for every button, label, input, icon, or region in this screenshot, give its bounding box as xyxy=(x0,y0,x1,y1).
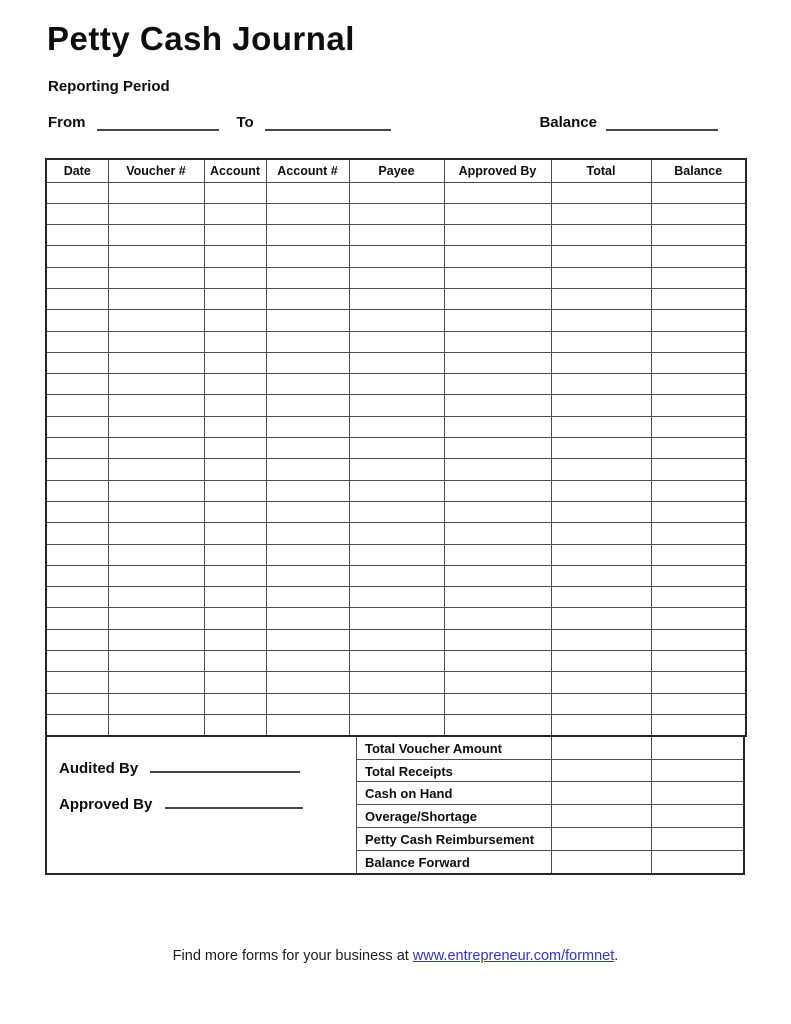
journal-cell[interactable] xyxy=(444,395,551,416)
journal-cell[interactable] xyxy=(551,565,651,586)
journal-cell[interactable] xyxy=(551,480,651,501)
journal-cell[interactable] xyxy=(651,544,746,565)
journal-cell[interactable] xyxy=(349,267,444,288)
journal-cell[interactable] xyxy=(108,395,204,416)
journal-cell[interactable] xyxy=(204,246,266,267)
journal-cell[interactable] xyxy=(551,182,651,203)
summary-total-cell[interactable] xyxy=(552,805,652,827)
journal-cell[interactable] xyxy=(266,395,349,416)
journal-cell[interactable] xyxy=(204,352,266,373)
journal-empty-row xyxy=(46,310,746,331)
journal-cell[interactable] xyxy=(266,246,349,267)
journal-cell[interactable] xyxy=(444,587,551,608)
journal-cell[interactable] xyxy=(108,693,204,714)
journal-cell[interactable] xyxy=(266,225,349,246)
journal-cell[interactable] xyxy=(108,331,204,352)
journal-cell[interactable] xyxy=(266,459,349,480)
journal-cell[interactable] xyxy=(349,714,444,735)
journal-cell[interactable] xyxy=(444,374,551,395)
journal-cell[interactable] xyxy=(444,310,551,331)
journal-cell[interactable] xyxy=(108,267,204,288)
from-label: From xyxy=(48,114,86,131)
summary-total-cell[interactable] xyxy=(552,828,652,850)
journal-cell[interactable] xyxy=(551,267,651,288)
audited-by-label: Audited By xyxy=(59,759,139,777)
journal-cell[interactable] xyxy=(204,331,266,352)
footer-period: . xyxy=(614,948,619,964)
summary-balance-cell[interactable] xyxy=(652,805,743,827)
journal-cell[interactable] xyxy=(651,182,746,203)
journal-cell[interactable] xyxy=(551,587,651,608)
journal-cell[interactable] xyxy=(46,523,108,544)
summary-total-cell[interactable] xyxy=(552,760,652,782)
journal-cell[interactable] xyxy=(266,672,349,693)
footer-link[interactable]: www.entrepreneur.com/formnet xyxy=(412,948,615,964)
journal-cell[interactable] xyxy=(266,374,349,395)
journal-cell[interactable] xyxy=(204,565,266,586)
journal-empty-row xyxy=(46,714,746,735)
journal-cell[interactable] xyxy=(551,352,651,373)
summary-label: Petty Cash Reimbursement xyxy=(357,828,552,850)
journal-cell[interactable] xyxy=(204,693,266,714)
journal-cell[interactable] xyxy=(204,714,266,735)
journal-header-row xyxy=(46,159,746,182)
journal-cell[interactable] xyxy=(108,629,204,650)
summary-label: Balance Forward xyxy=(357,851,552,873)
journal-cell[interactable] xyxy=(349,225,444,246)
journal-cell[interactable] xyxy=(551,438,651,459)
journal-cell[interactable] xyxy=(108,523,204,544)
journal-cell[interactable] xyxy=(444,523,551,544)
journal-cell[interactable] xyxy=(444,693,551,714)
journal-empty-row xyxy=(46,182,746,203)
journal-cell[interactable] xyxy=(204,587,266,608)
reporting-period-label: Reporting Period xyxy=(48,78,170,95)
journal-cell[interactable] xyxy=(266,288,349,309)
balance-label: Balance xyxy=(539,114,597,131)
journal-cell[interactable] xyxy=(444,438,551,459)
journal-cell[interactable] xyxy=(349,608,444,629)
journal-cell[interactable] xyxy=(204,651,266,672)
journal-cell[interactable] xyxy=(444,629,551,650)
journal-cell[interactable] xyxy=(108,480,204,501)
journal-cell[interactable] xyxy=(46,459,108,480)
journal-cell[interactable] xyxy=(204,438,266,459)
journal-cell[interactable] xyxy=(108,672,204,693)
journal-cell[interactable] xyxy=(46,182,108,203)
journal-cell[interactable] xyxy=(46,267,108,288)
journal-cell[interactable] xyxy=(551,331,651,352)
journal-cell[interactable] xyxy=(108,246,204,267)
journal-cell[interactable] xyxy=(349,331,444,352)
journal-empty-row xyxy=(46,288,746,309)
journal-cell[interactable] xyxy=(651,246,746,267)
journal-empty-row xyxy=(46,267,746,288)
to-label: To xyxy=(236,114,254,131)
journal-cell[interactable] xyxy=(444,331,551,352)
journal-cell[interactable] xyxy=(46,629,108,650)
journal-cell[interactable] xyxy=(266,352,349,373)
journal-cell[interactable] xyxy=(444,267,551,288)
journal-cell[interactable] xyxy=(204,523,266,544)
journal-empty-row xyxy=(46,459,746,480)
journal-cell[interactable] xyxy=(651,416,746,437)
journal-cell[interactable] xyxy=(651,374,746,395)
journal-cell[interactable] xyxy=(551,672,651,693)
journal-cell[interactable] xyxy=(108,182,204,203)
journal-cell[interactable] xyxy=(444,225,551,246)
journal-cell[interactable] xyxy=(266,310,349,331)
journal-cell[interactable] xyxy=(551,310,651,331)
summary-balance-cell[interactable] xyxy=(652,851,743,873)
journal-empty-row xyxy=(46,374,746,395)
journal-cell[interactable] xyxy=(204,395,266,416)
journal-cell[interactable] xyxy=(46,310,108,331)
journal-empty-row xyxy=(46,203,746,224)
journal-table-body xyxy=(46,182,746,736)
journal-cell[interactable] xyxy=(266,714,349,735)
journal-cell[interactable] xyxy=(108,714,204,735)
journal-cell[interactable] xyxy=(551,629,651,650)
journal-cell[interactable] xyxy=(204,672,266,693)
journal-cell[interactable] xyxy=(266,416,349,437)
journal-cell[interactable] xyxy=(651,225,746,246)
journal-cell[interactable] xyxy=(651,608,746,629)
journal-cell[interactable] xyxy=(266,182,349,203)
journal-cell[interactable] xyxy=(349,352,444,373)
journal-cell[interactable] xyxy=(349,544,444,565)
journal-cell[interactable] xyxy=(349,182,444,203)
summary-balance-cell[interactable] xyxy=(652,760,743,782)
journal-cell[interactable] xyxy=(266,608,349,629)
journal-cell[interactable] xyxy=(349,374,444,395)
journal-cell[interactable] xyxy=(444,203,551,224)
journal-cell[interactable] xyxy=(651,352,746,373)
journal-cell[interactable] xyxy=(108,565,204,586)
journal-cell[interactable] xyxy=(551,459,651,480)
journal-cell[interactable] xyxy=(551,203,651,224)
journal-cell[interactable] xyxy=(551,225,651,246)
journal-cell[interactable] xyxy=(651,310,746,331)
journal-cell[interactable] xyxy=(444,480,551,501)
journal-cell[interactable] xyxy=(349,416,444,437)
journal-cell[interactable] xyxy=(108,310,204,331)
journal-cell[interactable] xyxy=(551,544,651,565)
journal-cell[interactable] xyxy=(46,416,108,437)
journal-empty-row xyxy=(46,331,746,352)
journal-cell[interactable] xyxy=(349,693,444,714)
journal-cell[interactable] xyxy=(651,331,746,352)
to-input-line[interactable] xyxy=(265,114,391,131)
journal-cell[interactable] xyxy=(46,438,108,459)
journal-cell[interactable] xyxy=(651,651,746,672)
journal-cell[interactable] xyxy=(551,608,651,629)
journal-cell[interactable] xyxy=(551,693,651,714)
journal-cell[interactable] xyxy=(204,629,266,650)
journal-empty-row xyxy=(46,501,746,522)
journal-cell[interactable] xyxy=(266,651,349,672)
journal-cell[interactable] xyxy=(444,288,551,309)
journal-empty-row xyxy=(46,225,746,246)
journal-cell[interactable] xyxy=(108,501,204,522)
journal-cell[interactable] xyxy=(651,395,746,416)
journal-empty-row xyxy=(46,523,746,544)
journal-cell[interactable] xyxy=(46,544,108,565)
journal-cell[interactable] xyxy=(204,501,266,522)
journal-cell[interactable] xyxy=(266,629,349,650)
journal-cell[interactable] xyxy=(204,544,266,565)
journal-empty-row xyxy=(46,246,746,267)
summary-total-cell[interactable] xyxy=(552,851,652,873)
journal-cell[interactable] xyxy=(46,651,108,672)
journal-cell[interactable] xyxy=(444,608,551,629)
summary-row-total-voucher-amount xyxy=(357,737,743,760)
journal-cell[interactable] xyxy=(444,714,551,735)
approved-by-input-line[interactable] xyxy=(165,792,303,809)
journal-cell[interactable] xyxy=(266,693,349,714)
journal-cell[interactable] xyxy=(444,672,551,693)
col-header-voucher-number: Voucher # xyxy=(108,159,204,182)
summary-label: Total Voucher Amount xyxy=(357,737,552,759)
journal-cell[interactable] xyxy=(651,501,746,522)
journal-cell[interactable] xyxy=(349,310,444,331)
journal-cell[interactable] xyxy=(349,288,444,309)
journal-cell[interactable] xyxy=(551,523,651,544)
journal-cell[interactable] xyxy=(108,203,204,224)
journal-cell[interactable] xyxy=(444,544,551,565)
journal-empty-row xyxy=(46,629,746,650)
journal-cell[interactable] xyxy=(108,587,204,608)
from-input-line[interactable] xyxy=(97,114,219,131)
journal-cell[interactable] xyxy=(46,395,108,416)
journal-empty-row xyxy=(46,395,746,416)
journal-cell[interactable] xyxy=(46,587,108,608)
journal-cell[interactable] xyxy=(266,203,349,224)
journal-empty-row xyxy=(46,608,746,629)
journal-cell[interactable] xyxy=(108,438,204,459)
journal-cell[interactable] xyxy=(349,651,444,672)
journal-cell[interactable] xyxy=(444,501,551,522)
journal-cell[interactable] xyxy=(551,714,651,735)
journal-cell[interactable] xyxy=(46,288,108,309)
approved-by-label: Approved By xyxy=(59,795,153,813)
journal-cell[interactable] xyxy=(204,374,266,395)
journal-cell[interactable] xyxy=(108,459,204,480)
summary-balance-cell[interactable] xyxy=(652,737,743,759)
audited-by-input-line[interactable] xyxy=(150,756,300,773)
journal-cell[interactable] xyxy=(551,374,651,395)
summary-row-petty-cash-reimbursement xyxy=(357,828,743,851)
journal-cell[interactable] xyxy=(551,501,651,522)
journal-cell[interactable] xyxy=(46,331,108,352)
summary-row-total-receipts xyxy=(357,760,743,783)
journal-cell[interactable] xyxy=(46,501,108,522)
summary-label: Overage/Shortage xyxy=(357,805,552,827)
journal-cell[interactable] xyxy=(266,267,349,288)
journal-cell[interactable] xyxy=(349,395,444,416)
journal-cell[interactable] xyxy=(46,352,108,373)
journal-cell[interactable] xyxy=(266,438,349,459)
journal-cell[interactable] xyxy=(551,288,651,309)
summary-total-cell[interactable] xyxy=(552,737,652,759)
journal-cell[interactable] xyxy=(444,459,551,480)
journal-empty-row xyxy=(46,693,746,714)
journal-empty-row xyxy=(46,587,746,608)
approved-by-row xyxy=(59,792,356,813)
journal-cell[interactable] xyxy=(651,587,746,608)
form-body xyxy=(45,158,745,875)
journal-empty-row xyxy=(46,672,746,693)
col-header-date: Date xyxy=(46,159,108,182)
journal-cell[interactable] xyxy=(46,608,108,629)
balance-group xyxy=(539,114,718,131)
journal-cell[interactable] xyxy=(551,395,651,416)
journal-cell[interactable] xyxy=(349,565,444,586)
journal-cell[interactable] xyxy=(651,714,746,735)
journal-cell[interactable] xyxy=(204,267,266,288)
journal-cell[interactable] xyxy=(349,629,444,650)
journal-empty-row xyxy=(46,438,746,459)
journal-cell[interactable] xyxy=(108,352,204,373)
journal-cell[interactable] xyxy=(444,182,551,203)
journal-cell[interactable] xyxy=(204,225,266,246)
journal-cell[interactable] xyxy=(204,310,266,331)
journal-cell[interactable] xyxy=(651,459,746,480)
journal-cell[interactable] xyxy=(349,480,444,501)
journal-cell[interactable] xyxy=(349,246,444,267)
journal-cell[interactable] xyxy=(651,672,746,693)
journal-cell[interactable] xyxy=(204,203,266,224)
summary-balance-cell[interactable] xyxy=(652,782,743,804)
summary-balance-cell[interactable] xyxy=(652,828,743,850)
journal-cell[interactable] xyxy=(266,587,349,608)
journal-cell[interactable] xyxy=(651,523,746,544)
footer-text: Find more forms for your business at xyxy=(172,948,409,964)
journal-cell[interactable] xyxy=(108,225,204,246)
audited-by-row xyxy=(59,756,356,777)
journal-cell[interactable] xyxy=(46,714,108,735)
page-title: Petty Cash Journal xyxy=(47,20,355,57)
bottom-section xyxy=(45,737,745,875)
journal-cell[interactable] xyxy=(46,565,108,586)
journal-cell[interactable] xyxy=(551,416,651,437)
journal-cell[interactable] xyxy=(444,565,551,586)
journal-cell[interactable] xyxy=(108,608,204,629)
journal-cell[interactable] xyxy=(108,651,204,672)
journal-cell[interactable] xyxy=(349,501,444,522)
journal-cell[interactable] xyxy=(349,587,444,608)
journal-cell[interactable] xyxy=(108,374,204,395)
journal-cell[interactable] xyxy=(46,246,108,267)
journal-cell[interactable] xyxy=(266,480,349,501)
summary-label: Cash on Hand xyxy=(357,782,552,804)
journal-empty-row xyxy=(46,565,746,586)
journal-cell[interactable] xyxy=(651,629,746,650)
journal-cell[interactable] xyxy=(108,416,204,437)
signoff-box xyxy=(47,737,357,873)
journal-cell[interactable] xyxy=(349,203,444,224)
journal-empty-row xyxy=(46,352,746,373)
col-header-balance: Balance xyxy=(651,159,746,182)
journal-cell[interactable] xyxy=(651,203,746,224)
footer xyxy=(0,948,791,964)
journal-cell[interactable] xyxy=(266,565,349,586)
journal-cell[interactable] xyxy=(349,438,444,459)
journal-cell[interactable] xyxy=(204,480,266,501)
journal-cell[interactable] xyxy=(551,246,651,267)
col-header-account: Account xyxy=(204,159,266,182)
journal-cell[interactable] xyxy=(266,523,349,544)
journal-cell[interactable] xyxy=(108,544,204,565)
journal-cell[interactable] xyxy=(46,693,108,714)
journal-cell[interactable] xyxy=(349,672,444,693)
journal-cell[interactable] xyxy=(46,203,108,224)
summary-row-overage-shortage xyxy=(357,805,743,828)
journal-cell[interactable] xyxy=(444,651,551,672)
journal-table xyxy=(45,158,747,737)
journal-cell[interactable] xyxy=(444,352,551,373)
journal-cell[interactable] xyxy=(551,651,651,672)
balance-input-line[interactable] xyxy=(606,114,718,131)
journal-cell[interactable] xyxy=(204,608,266,629)
col-header-total: Total xyxy=(551,159,651,182)
journal-cell[interactable] xyxy=(204,288,266,309)
journal-cell[interactable] xyxy=(204,459,266,480)
journal-empty-row xyxy=(46,480,746,501)
col-header-account-number: Account # xyxy=(266,159,349,182)
journal-cell[interactable] xyxy=(46,374,108,395)
reporting-period-row xyxy=(48,109,718,131)
journal-empty-row xyxy=(46,416,746,437)
journal-cell[interactable] xyxy=(46,672,108,693)
summary-table xyxy=(357,737,743,873)
journal-cell[interactable] xyxy=(266,501,349,522)
journal-cell[interactable] xyxy=(444,246,551,267)
summary-row-cash-on-hand xyxy=(357,782,743,805)
journal-empty-row xyxy=(46,651,746,672)
summary-label: Total Receipts xyxy=(357,760,552,782)
journal-cell[interactable] xyxy=(651,565,746,586)
journal-cell[interactable] xyxy=(204,182,266,203)
journal-cell[interactable] xyxy=(204,416,266,437)
journal-cell[interactable] xyxy=(46,480,108,501)
journal-cell[interactable] xyxy=(651,288,746,309)
journal-cell[interactable] xyxy=(651,480,746,501)
summary-row-balance-forward xyxy=(357,851,743,873)
col-header-payee: Payee xyxy=(349,159,444,182)
journal-cell[interactable] xyxy=(444,416,551,437)
journal-cell[interactable] xyxy=(266,331,349,352)
journal-cell[interactable] xyxy=(651,267,746,288)
journal-cell[interactable] xyxy=(651,438,746,459)
journal-cell[interactable] xyxy=(349,523,444,544)
col-header-approved-by: Approved By xyxy=(444,159,551,182)
journal-cell[interactable] xyxy=(266,544,349,565)
journal-cell[interactable] xyxy=(108,288,204,309)
journal-cell[interactable] xyxy=(46,225,108,246)
journal-empty-row xyxy=(46,544,746,565)
summary-total-cell[interactable] xyxy=(552,782,652,804)
journal-cell[interactable] xyxy=(349,459,444,480)
journal-cell[interactable] xyxy=(651,693,746,714)
